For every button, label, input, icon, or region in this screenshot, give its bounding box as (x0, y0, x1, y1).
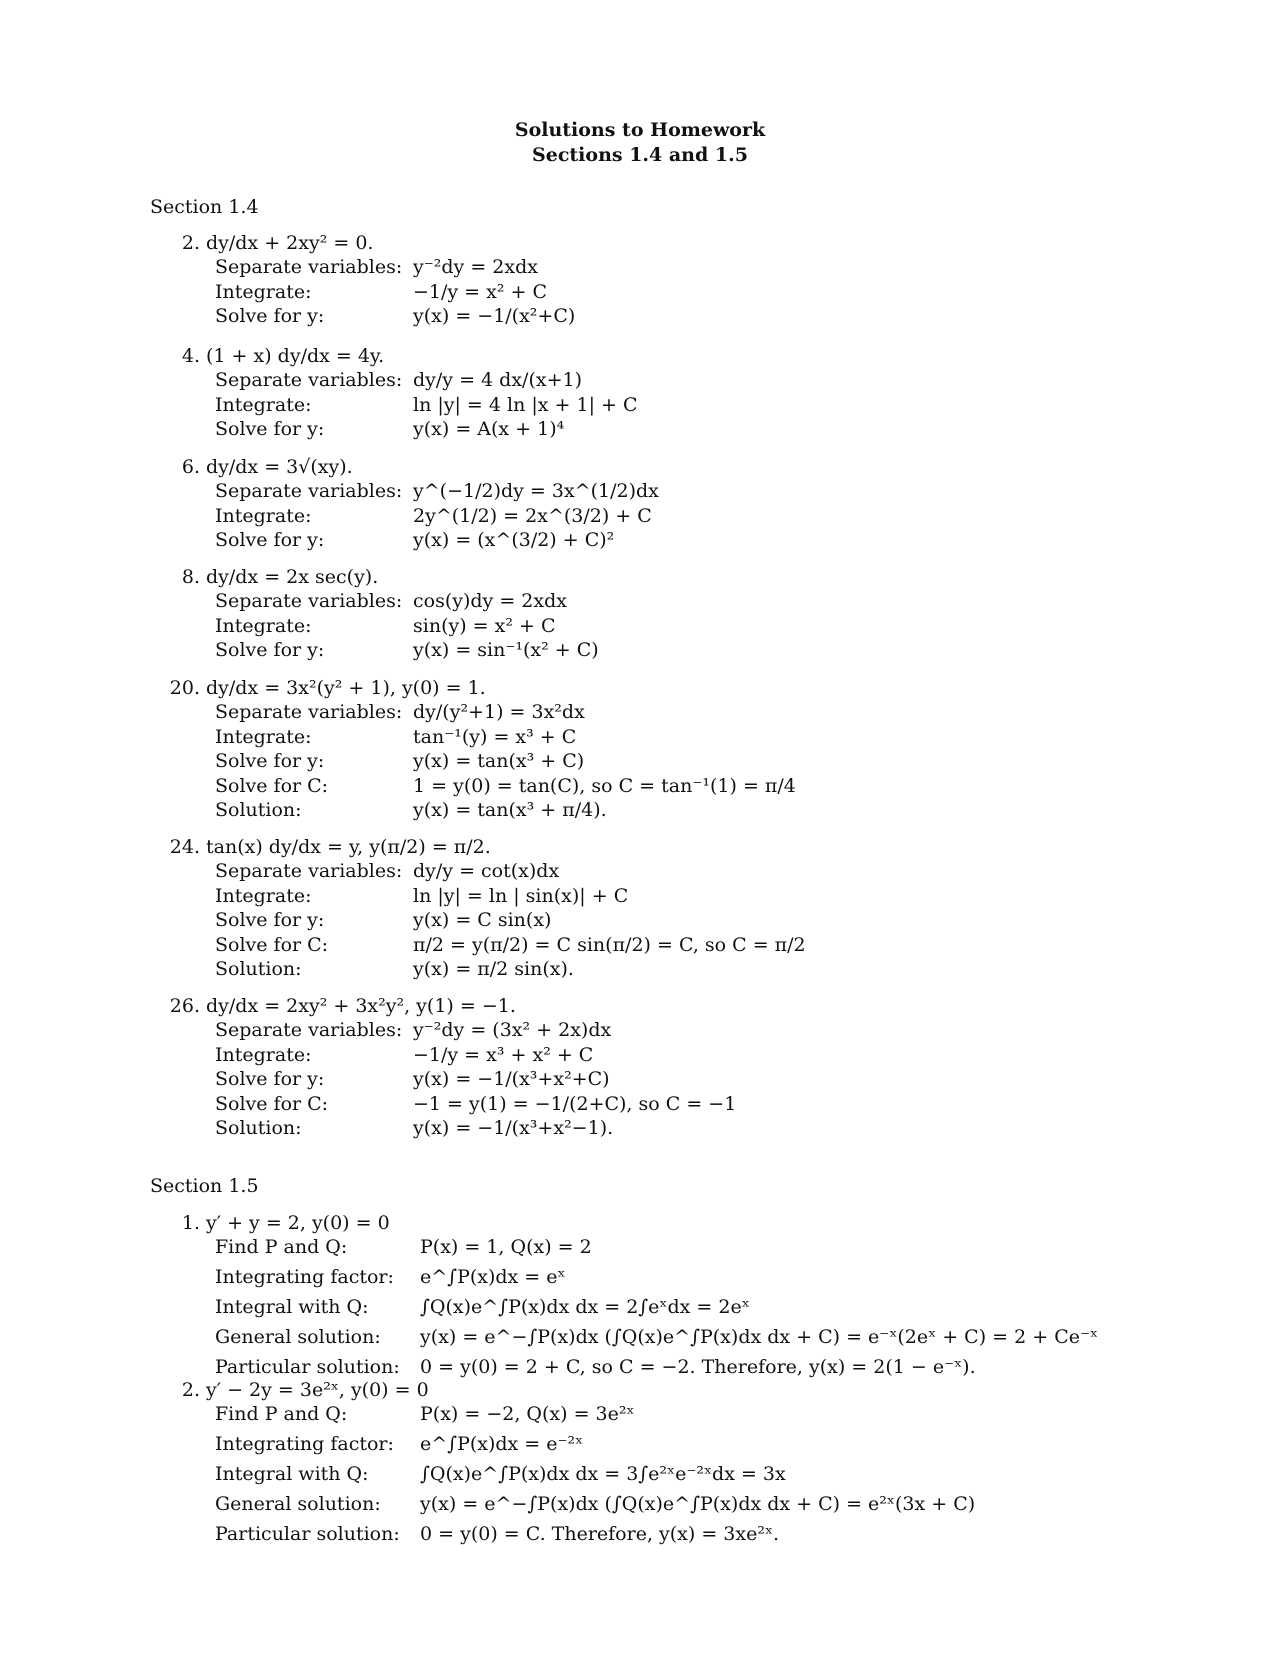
page-title: Solutions to Homework (514, 119, 766, 141)
step-equation: P(x) = −2, Q(x) = 3e²ˣ (420, 1403, 635, 1425)
step-equation: y(x) = sin⁻¹(x² + C) (413, 639, 599, 661)
step-equation: y(x) = −1/(x³+x²+C) (413, 1068, 610, 1090)
step-label: Solve for y: (215, 750, 325, 772)
problem-number: 2. (181, 232, 200, 254)
step-equation: y(x) = (x^(3/2) + C)² (413, 529, 615, 551)
step-label: Integrate: (215, 614, 312, 637)
problem-statement: dy/dx = 2xy² + 3x²y², y(1) = −1. (206, 995, 516, 1017)
step-equation: y⁻²dy = 2xdx (413, 256, 538, 278)
step-equation: −1/y = x³ + x² + C (413, 1043, 594, 1066)
solution-step (215, 281, 1265, 307)
step-label: Separate variables: (215, 369, 403, 391)
step-label: Solve for y: (215, 529, 325, 551)
section-heading: Section 1.4 (150, 196, 259, 218)
problem-number: 6. (181, 456, 200, 478)
solution-step (215, 1403, 1265, 1429)
solution-step (215, 1236, 1265, 1262)
solution-step (215, 726, 1265, 752)
solution-step (215, 885, 1265, 911)
step-label: Integrate: (215, 884, 312, 907)
step-equation: e^∫P(x)dx = eˣ (420, 1266, 566, 1288)
problem-statement: y′ + y = 2, y(0) = 0 (206, 1212, 390, 1234)
problem-statement: dy/dx = 3√(xy). (206, 456, 353, 478)
step-equation: y(x) = tan(x³ + π/4). (413, 799, 607, 821)
step-label: Particular solution: (215, 1523, 400, 1545)
step-equation: y(x) = C sin(x) (413, 909, 552, 931)
solution-step (215, 1266, 1265, 1292)
step-equation: cos(y)dy = 2xdx (413, 590, 567, 612)
step-equation: ∫Q(x)e^∫P(x)dx dx = 3∫e²ˣe⁻²ˣdx = 3x (420, 1463, 786, 1485)
step-label: Solution: (215, 799, 302, 821)
solution-step (215, 799, 1265, 825)
step-label: Solve for C: (215, 933, 329, 956)
solution-step (215, 369, 1265, 395)
step-equation: dy/y = 4 dx/(x+1) (413, 369, 582, 391)
page-subtitle: Sections 1.4 and 1.5 (532, 144, 748, 166)
problem-number: 1. (181, 1212, 200, 1234)
step-label: General solution: (215, 1326, 381, 1348)
step-equation: y^(−1/2)dy = 3x^(1/2)dx (413, 480, 659, 502)
solution-step (215, 1433, 1265, 1459)
step-label: Separate variables: (215, 256, 403, 278)
step-equation: 0 = y(0) = C. Therefore, y(x) = 3xe²ˣ. (420, 1523, 780, 1545)
step-label: Separate variables: (215, 480, 403, 502)
step-equation: y(x) = e^−∫P(x)dx (∫Q(x)e^∫P(x)dx dx + C) = e⁻ˣ(2eˣ + C) = 2 + Ce⁻ˣ (420, 1326, 1099, 1348)
problem-statement: tan(x) dy/dx = y, y(π/2) = π/2. (206, 836, 491, 858)
step-label: Solution: (215, 958, 302, 980)
step-equation: y(x) = −1/(x³+x²−1). (413, 1117, 614, 1139)
solution-step (215, 394, 1265, 420)
solution-step (215, 909, 1265, 935)
step-label: Integrating factor: (215, 1433, 394, 1455)
problem-statement: y′ − 2y = 3e²ˣ, y(0) = 0 (206, 1379, 429, 1401)
step-label: Integrate: (215, 393, 312, 416)
step-equation: dy/y = cot(x)dx (413, 860, 560, 882)
solution-step (215, 860, 1265, 886)
step-equation: −1 = y(1) = −1/(2+C), so C = −1 (413, 1092, 737, 1115)
solution-step (215, 1019, 1265, 1045)
step-label: Separate variables: (215, 1019, 403, 1041)
step-equation: ∫Q(x)e^∫P(x)dx dx = 2∫eˣdx = 2eˣ (420, 1296, 750, 1318)
step-label: Integrate: (215, 725, 312, 748)
problem-statement: (1 + x) dy/dx = 4y. (206, 345, 385, 367)
solution-step (215, 1044, 1265, 1070)
section-heading: Section 1.5 (150, 1175, 259, 1197)
solution-step (215, 1117, 1265, 1143)
solution-step (215, 775, 1265, 801)
step-equation: 0 = y(0) = 2 + C, so C = −2. Therefore, y(x) = 2(1 − e⁻ˣ). (420, 1356, 976, 1378)
step-label: Solve for y: (215, 909, 325, 931)
solution-step (215, 256, 1265, 282)
step-equation: y⁻²dy = (3x² + 2x)dx (413, 1019, 612, 1041)
step-equation: y(x) = π/2 sin(x). (413, 958, 574, 980)
step-label: Integrate: (215, 280, 312, 303)
step-label: Integrate: (215, 1043, 312, 1066)
problem-number: 8. (181, 566, 200, 588)
step-label: Separate variables: (215, 590, 403, 612)
step-equation: y(x) = tan(x³ + C) (413, 750, 585, 772)
solution-step (215, 1463, 1265, 1489)
solution-step (215, 480, 1265, 506)
problem-number: 20. (169, 677, 200, 699)
problem-statement: dy/dx = 3x²(y² + 1), y(0) = 1. (206, 677, 486, 699)
step-equation: 1 = y(0) = tan(C), so C = tan⁻¹(1) = π/4 (413, 774, 796, 797)
step-label: Separate variables: (215, 860, 403, 882)
step-equation: sin(y) = x² + C (413, 614, 556, 637)
step-label: General solution: (215, 1493, 381, 1515)
solution-step (215, 590, 1265, 616)
step-label: Integral with Q: (215, 1296, 369, 1318)
step-label: Integrating factor: (215, 1266, 394, 1288)
solution-step (215, 639, 1265, 665)
step-equation: dy/(y²+1) = 3x²dx (413, 701, 585, 723)
problem-statement: dy/dx + 2xy² = 0. (206, 232, 374, 254)
solution-step (215, 750, 1265, 776)
step-equation: ln |y| = ln | sin(x)| + C (413, 884, 629, 907)
problem-number: 26. (169, 995, 200, 1017)
step-label: Solve for y: (215, 418, 325, 440)
solution-step (215, 418, 1265, 444)
step-equation: π/2 = y(π/2) = C sin(π/2) = C, so C = π/2 (413, 933, 806, 956)
step-label: Find P and Q: (215, 1236, 348, 1258)
solution-step (215, 934, 1265, 960)
step-equation: 2y^(1/2) = 2x^(3/2) + C (413, 504, 652, 527)
step-label: Solve for y: (215, 639, 325, 661)
step-label: Solution: (215, 1117, 302, 1139)
step-label: Integrate: (215, 504, 312, 527)
solution-step (215, 958, 1265, 984)
problem-number: 4. (181, 345, 200, 367)
step-label: Find P and Q: (215, 1403, 348, 1425)
solution-step (215, 615, 1265, 641)
step-equation: ln |y| = 4 ln |x + 1| + C (413, 393, 638, 416)
solution-step (215, 1523, 1265, 1549)
step-equation: y(x) = −1/(x²+C) (413, 305, 576, 327)
solution-step (215, 1093, 1265, 1119)
problem-statement: dy/dx = 2x sec(y). (206, 566, 379, 588)
step-label: Solve for y: (215, 1068, 325, 1090)
step-label: Separate variables: (215, 701, 403, 723)
solution-step (215, 1068, 1265, 1094)
solution-step (215, 701, 1265, 727)
problem-number: 24. (169, 836, 200, 858)
solution-step (215, 1326, 1265, 1352)
step-label: Particular solution: (215, 1356, 400, 1378)
step-equation: P(x) = 1, Q(x) = 2 (420, 1236, 592, 1258)
step-label: Solve for y: (215, 305, 325, 327)
step-label: Solve for C: (215, 1092, 329, 1115)
solution-step (215, 305, 1265, 331)
solution-step (215, 1493, 1265, 1519)
step-equation: e^∫P(x)dx = e⁻²ˣ (420, 1433, 584, 1455)
step-equation: y(x) = e^−∫P(x)dx (∫Q(x)e^∫P(x)dx dx + C) = e²ˣ(3x + C) (420, 1493, 976, 1515)
step-equation: −1/y = x² + C (413, 280, 548, 303)
solution-step (215, 1296, 1265, 1322)
problem-number: 2. (181, 1379, 200, 1401)
step-label: Solve for C: (215, 774, 329, 797)
step-equation: y(x) = A(x + 1)⁴ (413, 418, 565, 440)
solution-step (215, 505, 1265, 531)
step-label: Integral with Q: (215, 1463, 369, 1485)
step-equation: tan⁻¹(y) = x³ + C (413, 725, 577, 748)
solution-step (215, 529, 1265, 555)
